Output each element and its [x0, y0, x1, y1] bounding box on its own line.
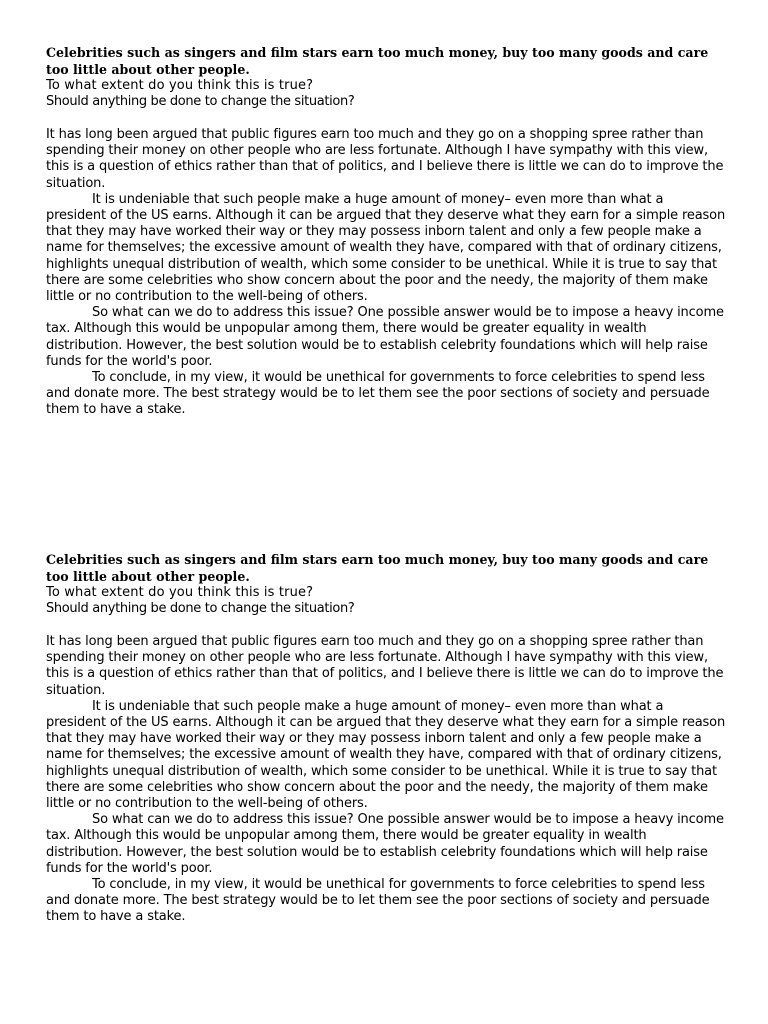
- essay-prompt-heading: Celebrities such as singers and film stars earn too much money, buy too many goods and care too little about other people.: [46, 45, 709, 77]
- essay-introduction: It has long been argued that public figures earn too much and they go on a shopping spree rather than spending their money on other people who are less fortunate. Although I have sympathy with this view, this is a question of ethics rather than that of politics, and I believe there is little we can do to improve the situation.: [46, 127, 724, 191]
- essay-block: [46, 44, 726, 419]
- essay-body-paragraph: So what can we do to address this issue? One possible answer would be to impose a heavy income tax. Although this would be unpopular among them, there would be greater equality in wealth distribution. However, the best solution would be to establish celebrity foundations which will help raise funds for the world's poor.: [46, 305, 724, 369]
- essay-body-paragraph: It is undeniable that such people make a huge amount of money– even more than what a president of the US earns. Although it can be argued that they deserve what they earn for a simple reason that they may have worked their way or they may possess inborn talent and only a few people make a name for themselves; the excessive amount of wealth they have, compared with that of ordinary citizens, highlights unequal distribution of wealth, which some consider to be unethical. While it is true to say that there are some celebrities who show concern about the poor and the needy, the majority of them make little or no contribution to the well-being of others.: [46, 191, 726, 305]
- essay-question-extent: To what extent do you think this is true?: [46, 585, 314, 600]
- essay-prompt-heading: Celebrities such as singers and film stars earn too much money, buy too many goods and care too little about other people.: [46, 552, 709, 584]
- essay-conclusion: To conclude, in my view, it would be unethical for governments to force celebrities to spend less and donate more. The best strategy would be to let them see the poor sections of society and persuade them to have a stake.: [46, 877, 710, 925]
- essay-body-paragraph: So what can we do to address this issue? One possible answer would be to impose a heavy income tax. Although this would be unpopular among them, there would be greater equality in wealth distribution. However, the best solution would be to establish celebrity foundations which will help raise funds for the world's poor.: [46, 812, 724, 876]
- essay-question-change: Should anything be done to change the situation?: [46, 94, 355, 109]
- essay-introduction: It has long been argued that public figures earn too much and they go on a shopping spree rather than spending their money on other people who are less fortunate. Although I have sympathy with this view, this is a question of ethics rather than that of politics, and I believe there is little we can do to improve the situation.: [46, 634, 724, 698]
- essay-question-change: Should anything be done to change the situation?: [46, 601, 355, 616]
- essay-block: [46, 551, 726, 926]
- essay-body-paragraph: It is undeniable that such people make a huge amount of money– even more than what a president of the US earns. Although it can be argued that they deserve what they earn for a simple reason that they may have worked their way or they may possess inborn talent and only a few people make a name for themselves; the excessive amount of wealth they have, compared with that of ordinary citizens, highlights unequal distribution of wealth, which some consider to be unethical. While it is true to say that there are some celebrities who show concern about the poor and the needy, the majority of them make little or no contribution to the well-being of others.: [46, 698, 726, 812]
- essay-question-extent: To what extent do you think this is true?: [46, 78, 314, 93]
- essay-conclusion: To conclude, in my view, it would be unethical for governments to force celebrities to spend less and donate more. The best strategy would be to let them see the poor sections of society and persuade them to have a stake.: [46, 370, 710, 418]
